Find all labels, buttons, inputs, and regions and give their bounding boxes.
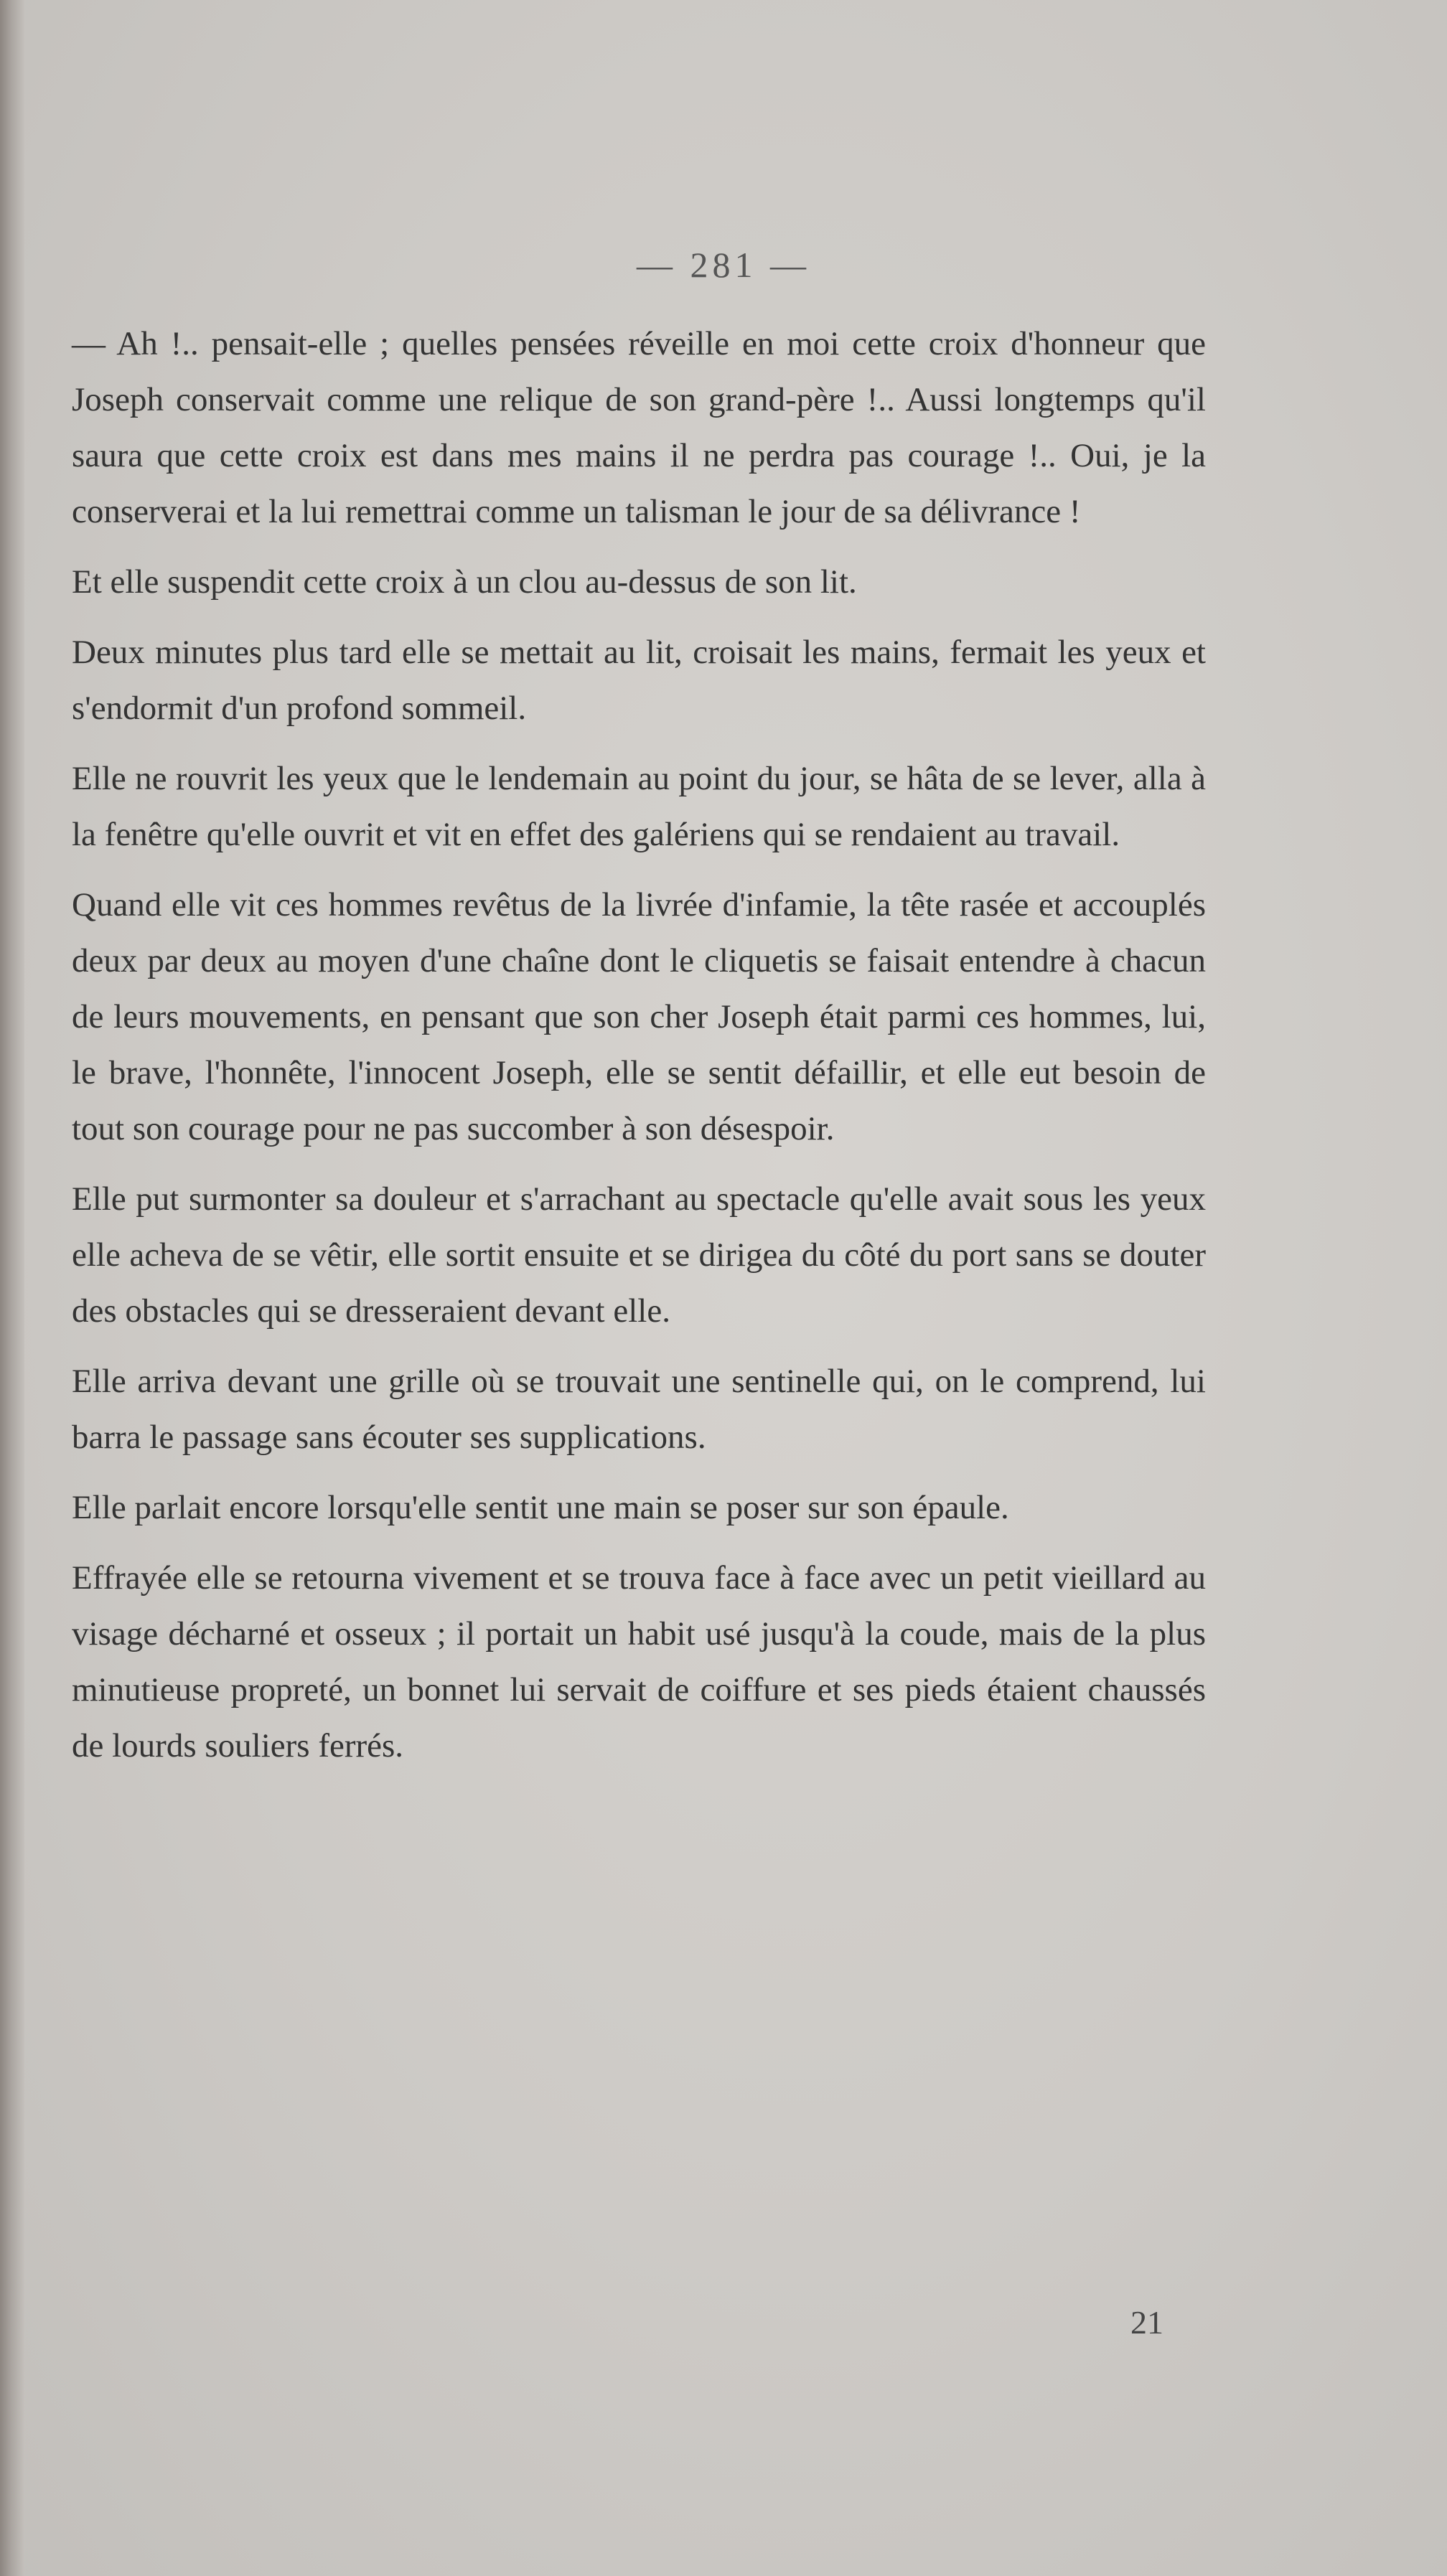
paragraph: Quand elle vit ces hommes revêtus de la livrée d'infamie, la tête rasée et accouplés deux par deux au moyen d'une chaîne dont le cliquetis se faisait entendre à chacun de leurs mouvements, en pensant que son cher Joseph était parmi ces hommes, lui, le brave, l'honnête, l'innocent Joseph, elle se sentit défaillir, et elle eut besoin de tout son courage pour ne pas succomber à son désespoir. [72, 886, 1206, 1147]
paragraph: Elle arriva devant une grille où se trouvait une sentinelle qui, on le comprend, lui barra le passage sans écouter ses supplications. [72, 1363, 1206, 1456]
paragraph: Elle put surmonter sa douleur et s'arrachant au spectacle qu'elle avait sous les yeux elle acheva de se vêtir, elle sortit ensuite et se dirigea du côté du port sans se douter des obstacles qui se dresseraient devant elle. [72, 1180, 1206, 1330]
printer-signature-mark: 21 [1130, 2304, 1163, 2341]
paragraph: Et elle suspendit cette croix à un clou au-dessus de son lit. [72, 563, 857, 601]
book-spine-shadow [0, 0, 24, 2576]
paragraph: Elle ne rouvrit les yeux que le lendemain au point du jour, se hâta de se lever, alla à la fenêtre qu'elle ouvrit et vit en effet des galériens qui se rendaient au travail. [72, 760, 1206, 853]
page-number: — 281 — [637, 245, 810, 285]
paragraph: Elle parlait encore lorsqu'elle sentit une main se poser sur son épaule. [72, 1489, 1009, 1526]
body-text [72, 316, 1206, 1788]
paragraph: Deux minutes plus tard elle se mettait au lit, croisait les mains, fermait les yeux et s'endormit d'un profond sommeil. [72, 634, 1206, 727]
paragraph: — Ah !.. pensait-elle ; quelles pensées réveille en moi cette croix d'honneur que Joseph conservait comme une relique de son grand-père !.. Aussi longtemps qu'il saura que cette croix est dans mes mains il ne perdra pas courage !.. Oui, je la conserverai et la lui remettrai comme un talisman le jour de sa délivrance ! [72, 325, 1206, 530]
paragraph: Effrayée elle se retourna vivement et se trouva face à face avec un petit vieillard au visage décharné et osseux ; il portait un habit usé jusqu'à la coude, mais de la plus minutieuse propreté, un bonnet lui servait de coiffure et ses pieds étaient chaussés de lourds souliers ferrés. [72, 1559, 1206, 1764]
